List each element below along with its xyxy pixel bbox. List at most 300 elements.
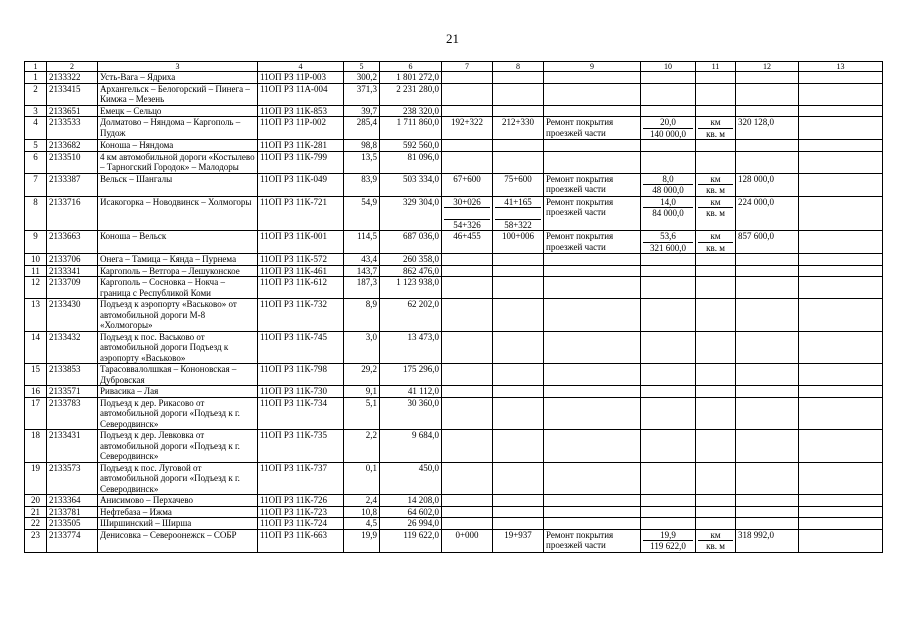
work-volume — [641, 331, 696, 364]
work-cost — [736, 72, 799, 84]
table-row — [25, 265, 883, 277]
segment-end-top: 41+165 — [495, 197, 541, 209]
road-length: 83,9 — [344, 173, 380, 196]
work-cost — [736, 140, 799, 152]
work-cost — [736, 277, 799, 299]
road-identifier: 11ОП РЗ 11К-798 — [258, 364, 344, 386]
road-code: 2133682 — [47, 140, 98, 152]
work-volume-bottom: 48 000,0 — [652, 185, 684, 195]
segment-start — [442, 364, 493, 386]
extra-column — [799, 430, 883, 463]
column-number-10: 10 — [641, 62, 696, 72]
work-type — [544, 265, 641, 277]
road-register-table — [24, 61, 883, 553]
table-row — [25, 196, 883, 231]
table-row — [25, 72, 883, 84]
road-sum: 592 560,0 — [380, 140, 442, 152]
work-cost — [736, 299, 799, 332]
road-identifier: 11ОП РЗ 11К-734 — [258, 397, 344, 430]
segment-end — [493, 83, 544, 105]
work-cost — [736, 518, 799, 530]
work-cost — [736, 397, 799, 430]
road-identifier: 11ОП РЗ 11К-735 — [258, 430, 344, 463]
work-unit — [696, 299, 736, 332]
work-type — [544, 83, 641, 105]
row-number: 21 — [25, 506, 47, 518]
work-volume-top: 8,0 — [643, 174, 693, 186]
work-cost — [736, 495, 799, 507]
road-sum: 687 036,0 — [380, 231, 442, 254]
segment-start — [442, 72, 493, 84]
work-cost — [736, 105, 799, 117]
row-number: 9 — [25, 231, 47, 254]
work-type — [544, 430, 641, 463]
road-name: Коноша – Вельск — [98, 231, 258, 254]
work-volume-top: 20,0 — [643, 117, 693, 129]
road-code: 2133533 — [47, 117, 98, 140]
road-code: 2133341 — [47, 265, 98, 277]
segment-end — [493, 72, 544, 84]
segment-start-top: 30+026 — [444, 197, 490, 209]
table-row — [25, 518, 883, 530]
road-length: 29,2 — [344, 364, 380, 386]
work-cost — [736, 506, 799, 518]
work-type — [544, 140, 641, 152]
road-identifier: 11ОП РЗ 11Р-003 — [258, 72, 344, 84]
road-sum: 13 473,0 — [380, 331, 442, 364]
segment-start-bottom: 54+326 — [453, 219, 481, 230]
road-identifier: 11ОП РЗ 11К-572 — [258, 254, 344, 266]
work-volume — [641, 506, 696, 518]
table-row — [25, 231, 883, 254]
segment-start — [442, 299, 493, 332]
segment-start — [442, 331, 493, 364]
road-code: 2133709 — [47, 277, 98, 299]
work-unit-bottom: кв. м — [706, 208, 725, 218]
road-identifier: 11ОП РЗ 11К-049 — [258, 173, 344, 196]
work-unit — [696, 231, 736, 254]
column-number-12: 12 — [736, 62, 799, 72]
road-sum: 41 112,0 — [380, 386, 442, 398]
road-name: Долматово – Няндома – Каргополь – Пудож — [98, 117, 258, 140]
work-cost: 128 000,0 — [736, 173, 799, 196]
table-row — [25, 140, 883, 152]
work-type: Ремонт покрытия проезжей части — [544, 117, 641, 140]
road-code: 2133716 — [47, 196, 98, 231]
segment-end — [493, 140, 544, 152]
extra-column — [799, 265, 883, 277]
work-type — [544, 254, 641, 266]
work-type — [544, 331, 641, 364]
column-number-9: 9 — [544, 62, 641, 72]
road-sum: 62 202,0 — [380, 299, 442, 332]
column-number-4: 4 — [258, 62, 344, 72]
road-length: 5,1 — [344, 397, 380, 430]
road-code: 2133774 — [47, 529, 98, 552]
table-row — [25, 397, 883, 430]
row-number: 11 — [25, 265, 47, 277]
extra-column — [799, 299, 883, 332]
row-number: 2 — [25, 83, 47, 105]
extra-column — [799, 117, 883, 140]
column-number-3: 3 — [98, 62, 258, 72]
work-volume-top: 53,6 — [643, 231, 693, 243]
table-row — [25, 105, 883, 117]
segment-start: 67+600 — [442, 173, 493, 196]
work-volume — [641, 151, 696, 173]
segment-end — [493, 196, 544, 231]
work-volume — [641, 277, 696, 299]
road-sum: 175 296,0 — [380, 364, 442, 386]
segment-end — [493, 265, 544, 277]
road-sum: 9 684,0 — [380, 430, 442, 463]
work-type: Ремонт покрытия проезжей части — [544, 173, 641, 196]
work-volume — [641, 173, 696, 196]
work-volume — [641, 265, 696, 277]
road-sum: 2 231 280,0 — [380, 83, 442, 105]
segment-end — [493, 364, 544, 386]
road-code: 2133651 — [47, 105, 98, 117]
row-number: 10 — [25, 254, 47, 266]
road-sum: 1 801 272,0 — [380, 72, 442, 84]
work-unit — [696, 506, 736, 518]
road-identifier: 11ОП РЗ 11К-281 — [258, 140, 344, 152]
road-identifier: 11ОП РЗ 11К-799 — [258, 151, 344, 173]
road-code: 2133364 — [47, 495, 98, 507]
table-row — [25, 173, 883, 196]
extra-column — [799, 277, 883, 299]
row-number: 19 — [25, 462, 47, 495]
work-unit — [696, 140, 736, 152]
segment-start — [442, 140, 493, 152]
segment-start — [442, 105, 493, 117]
work-unit — [696, 254, 736, 266]
road-name: Коноша – Няндома — [98, 140, 258, 152]
road-name: Подъезд к дер. Рикасово от автомобильной дороги «Подъезд к г. Северодвинск» — [98, 397, 258, 430]
road-identifier: 11ОП РЗ 11К-001 — [258, 231, 344, 254]
road-length: 39,7 — [344, 105, 380, 117]
road-length: 98,8 — [344, 140, 380, 152]
segment-start — [442, 83, 493, 105]
work-volume — [641, 140, 696, 152]
segment-start — [442, 462, 493, 495]
segment-end: 212+330 — [493, 117, 544, 140]
road-code: 2133853 — [47, 364, 98, 386]
road-identifier: 11ОП РЗ 11К-663 — [258, 529, 344, 552]
road-length: 2,4 — [344, 495, 380, 507]
road-identifier: 11ОП РЗ 11К-730 — [258, 386, 344, 398]
table-row — [25, 331, 883, 364]
work-unit — [696, 495, 736, 507]
row-number: 4 — [25, 117, 47, 140]
work-volume — [641, 231, 696, 254]
work-cost — [736, 151, 799, 173]
segment-end: 100+006 — [493, 231, 544, 254]
segment-end — [493, 277, 544, 299]
column-number-8: 8 — [493, 62, 544, 72]
road-name: Денисовка – Североонежск – СОБР — [98, 529, 258, 552]
extra-column — [799, 231, 883, 254]
road-code: 2133573 — [47, 462, 98, 495]
road-name: 4 км автомобильной дороги «Костылево – Тарногский Городок» – Малодоры — [98, 151, 258, 173]
work-cost: 224 000,0 — [736, 196, 799, 231]
row-number: 6 — [25, 151, 47, 173]
row-number: 7 — [25, 173, 47, 196]
road-code: 2133505 — [47, 518, 98, 530]
work-unit — [696, 529, 736, 552]
work-type — [544, 397, 641, 430]
road-length: 143,7 — [344, 265, 380, 277]
road-code: 2133783 — [47, 397, 98, 430]
segment-end — [493, 462, 544, 495]
work-unit-bottom: кв. м — [706, 128, 725, 139]
work-type — [544, 72, 641, 84]
segment-end: 75+600 — [493, 173, 544, 196]
segment-end — [493, 254, 544, 266]
row-number: 5 — [25, 140, 47, 152]
road-name: Нефтебаза – Ижма — [98, 506, 258, 518]
segment-end: 19+937 — [493, 529, 544, 552]
work-unit — [696, 518, 736, 530]
extra-column — [799, 83, 883, 105]
work-volume — [641, 386, 696, 398]
road-identifier: 11ОП РЗ 11А-004 — [258, 83, 344, 105]
road-code: 2133706 — [47, 254, 98, 266]
segment-end — [493, 506, 544, 518]
work-volume — [641, 72, 696, 84]
work-volume — [641, 397, 696, 430]
row-number: 1 — [25, 72, 47, 84]
road-length: 2,2 — [344, 430, 380, 463]
road-name: Емецк – Сельцо — [98, 105, 258, 117]
road-name: Подъезд к пос. Васьково от автомобильной дороги Подъезд к аэропорту «Васьково» — [98, 331, 258, 364]
extra-column — [799, 105, 883, 117]
work-cost — [736, 462, 799, 495]
extra-column — [799, 364, 883, 386]
row-number: 14 — [25, 331, 47, 364]
segment-end — [493, 151, 544, 173]
extra-column — [799, 72, 883, 84]
road-code: 2133432 — [47, 331, 98, 364]
road-name: Ширшинский – Ширша — [98, 518, 258, 530]
work-volume-top: 14,0 — [643, 197, 693, 209]
table-row — [25, 386, 883, 398]
work-type — [544, 299, 641, 332]
segment-start — [442, 397, 493, 430]
work-unit-top: км — [698, 530, 733, 542]
row-number: 13 — [25, 299, 47, 332]
road-sum: 862 476,0 — [380, 265, 442, 277]
segment-start — [442, 430, 493, 463]
road-code: 2133387 — [47, 173, 98, 196]
road-identifier: 11ОП РЗ 11К-612 — [258, 277, 344, 299]
extra-column — [799, 506, 883, 518]
work-unit-top: км — [698, 117, 733, 129]
road-code: 2133415 — [47, 83, 98, 105]
row-number: 22 — [25, 518, 47, 530]
road-code: 2133322 — [47, 72, 98, 84]
road-name: Усть-Вага – Ядриха — [98, 72, 258, 84]
road-length: 371,3 — [344, 83, 380, 105]
extra-column — [799, 462, 883, 495]
road-name: Исакогорка – Новодвинск – Холмогоры — [98, 196, 258, 231]
work-type — [544, 151, 641, 173]
road-sum: 238 320,0 — [380, 105, 442, 117]
road-identifier: 11ОП РЗ 11К-732 — [258, 299, 344, 332]
road-name: Онега – Тамица – Кянда – Пурнема — [98, 254, 258, 266]
work-unit — [696, 277, 736, 299]
road-length: 10,8 — [344, 506, 380, 518]
row-number: 12 — [25, 277, 47, 299]
road-name: Каргополь – Ветгора – Лешуконское — [98, 265, 258, 277]
segment-start — [442, 151, 493, 173]
segment-end — [493, 386, 544, 398]
work-volume — [641, 495, 696, 507]
extra-column — [799, 397, 883, 430]
road-length: 3,0 — [344, 331, 380, 364]
road-name: Подъезд к дер. Левковка от автомобильной дороги «Подъезд к г. Северодвинск» — [98, 430, 258, 463]
road-name: Вельск – Шангалы — [98, 173, 258, 196]
work-cost: 318 992,0 — [736, 529, 799, 552]
table-row — [25, 277, 883, 299]
work-unit — [696, 83, 736, 105]
extra-column — [799, 173, 883, 196]
road-name: Тарасоввалолшкая – Кононовская – Дубровская — [98, 364, 258, 386]
road-name: Подъезд к аэропорту «Васьково» от автомобильной дороги М-8 «Холмогоры» — [98, 299, 258, 332]
column-number-7: 7 — [442, 62, 493, 72]
road-sum: 26 994,0 — [380, 518, 442, 530]
road-length: 43,4 — [344, 254, 380, 266]
road-identifier: 11ОП РЗ 11К-745 — [258, 331, 344, 364]
column-number-row — [25, 62, 883, 72]
table-row — [25, 506, 883, 518]
work-type — [544, 364, 641, 386]
road-name: Подъезд к пос. Луговой от автомобильной дороги «Подъезд к г. Северодвинск» — [98, 462, 258, 495]
segment-end — [493, 430, 544, 463]
work-volume — [641, 364, 696, 386]
work-unit-top: км — [698, 231, 733, 243]
road-sum: 64 602,0 — [380, 506, 442, 518]
column-number-13: 13 — [799, 62, 883, 72]
work-volume — [641, 430, 696, 463]
work-unit — [696, 173, 736, 196]
segment-end — [493, 299, 544, 332]
road-length: 19,9 — [344, 529, 380, 552]
work-volume — [641, 518, 696, 530]
segment-end-spacer — [495, 208, 541, 220]
work-volume — [641, 299, 696, 332]
table-row — [25, 151, 883, 173]
work-cost — [736, 364, 799, 386]
work-unit — [696, 364, 736, 386]
row-number: 15 — [25, 364, 47, 386]
column-number-5: 5 — [344, 62, 380, 72]
segment-start: 0+000 — [442, 529, 493, 552]
extra-column — [799, 254, 883, 266]
road-sum: 260 358,0 — [380, 254, 442, 266]
work-volume — [641, 529, 696, 552]
road-name: Каргополь – Сосновка – Нокча – граница с Республикой Коми — [98, 277, 258, 299]
work-unit — [696, 386, 736, 398]
work-unit — [696, 397, 736, 430]
work-unit — [696, 430, 736, 463]
segment-start — [442, 196, 493, 231]
road-name: Анисимово – Перхачево — [98, 495, 258, 507]
work-cost — [736, 254, 799, 266]
road-identifier: 11ОП РЗ 11Р-002 — [258, 117, 344, 140]
road-code: 2133430 — [47, 299, 98, 332]
segment-end-bottom: 58+322 — [504, 219, 532, 230]
work-volume-top: 19,9 — [643, 530, 693, 542]
work-volume-bottom: 84 000,0 — [652, 208, 684, 218]
road-code: 2133781 — [47, 506, 98, 518]
extra-column — [799, 331, 883, 364]
work-unit — [696, 265, 736, 277]
road-code: 2133510 — [47, 151, 98, 173]
road-length: 300,2 — [344, 72, 380, 84]
segment-start-spacer — [444, 208, 490, 220]
row-number: 3 — [25, 105, 47, 117]
segment-start — [442, 495, 493, 507]
work-cost — [736, 430, 799, 463]
work-volume — [641, 254, 696, 266]
work-volume — [641, 117, 696, 140]
work-volume-bottom: 119 622,0 — [650, 541, 686, 551]
row-number: 16 — [25, 386, 47, 398]
work-unit-bottom: кв. м — [706, 541, 725, 551]
table-row — [25, 299, 883, 332]
table-row — [25, 254, 883, 266]
work-unit — [696, 331, 736, 364]
work-cost — [736, 386, 799, 398]
work-unit-top: км — [698, 197, 733, 209]
table-row — [25, 83, 883, 105]
road-identifier: 11ОП РЗ 11К-461 — [258, 265, 344, 277]
road-sum: 119 622,0 — [380, 529, 442, 552]
table-row — [25, 117, 883, 140]
column-number-11: 11 — [696, 62, 736, 72]
row-number: 20 — [25, 495, 47, 507]
segment-start — [442, 254, 493, 266]
table-row — [25, 364, 883, 386]
segment-start — [442, 386, 493, 398]
work-cost — [736, 265, 799, 277]
road-sum: 1 123 938,0 — [380, 277, 442, 299]
work-cost: 320 128,0 — [736, 117, 799, 140]
row-number: 8 — [25, 196, 47, 231]
work-type — [544, 506, 641, 518]
column-number-6: 6 — [380, 62, 442, 72]
road-sum: 503 334,0 — [380, 173, 442, 196]
column-number-2: 2 — [47, 62, 98, 72]
road-identifier: 11ОП РЗ 11К-724 — [258, 518, 344, 530]
column-number-1: 1 — [25, 62, 47, 72]
table-row — [25, 462, 883, 495]
work-unit — [696, 72, 736, 84]
road-length: 13,5 — [344, 151, 380, 173]
road-name: Ривасика – Лая — [98, 386, 258, 398]
road-length: 4,5 — [344, 518, 380, 530]
work-type — [544, 462, 641, 495]
work-type — [544, 386, 641, 398]
segment-end — [493, 397, 544, 430]
extra-column — [799, 495, 883, 507]
work-volume — [641, 196, 696, 231]
road-sum: 1 711 860,0 — [380, 117, 442, 140]
work-unit — [696, 151, 736, 173]
segment-start — [442, 518, 493, 530]
work-unit-bottom: кв. м — [706, 185, 725, 195]
